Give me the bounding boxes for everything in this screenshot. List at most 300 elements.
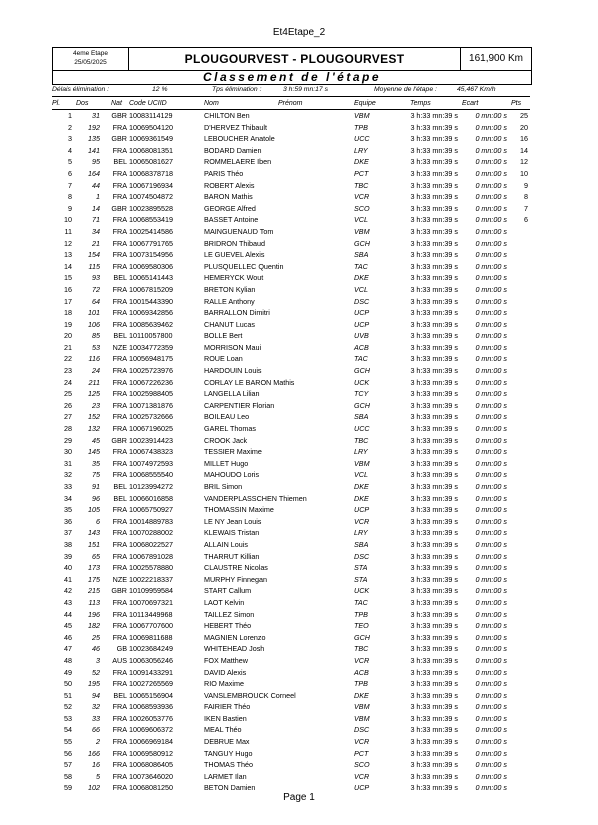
nationality: NZE — [112, 342, 127, 352]
gap: 0 mn:00 s — [475, 783, 507, 793]
rank: 42 — [64, 586, 72, 596]
nationality: FRA — [112, 563, 127, 573]
team-code: SBA — [354, 250, 369, 260]
points: 9 — [524, 180, 528, 190]
table-row — [0, 156, 598, 168]
gap: 0 mn:00 s — [475, 377, 507, 387]
rider-name: RALLE Anthony — [204, 296, 255, 306]
team-code: TAC — [354, 261, 368, 271]
rider-name: ROUE Loan — [204, 354, 243, 364]
points: 14 — [520, 145, 528, 155]
uci-id: 10074504872 — [129, 192, 173, 202]
time: 3 h:33 mn:39 s — [410, 586, 458, 596]
table-row — [0, 609, 598, 621]
rank: 32 — [64, 470, 72, 480]
time: 3 h:33 mn:39 s — [410, 180, 458, 190]
nationality: BEL — [113, 493, 127, 503]
nationality: FRA — [112, 679, 127, 689]
uci-id: 10067196934 — [129, 180, 173, 190]
team-code: GCH — [354, 400, 370, 410]
gap: 0 mn:00 s — [475, 655, 507, 665]
uci-id: 10073154956 — [129, 250, 173, 260]
gap: 0 mn:00 s — [475, 563, 507, 573]
time: 3 h:33 mn:39 s — [410, 250, 458, 260]
time: 3 h:33 mn:39 s — [410, 470, 458, 480]
gap: 0 mn:00 s — [475, 168, 507, 178]
gap: 0 mn:00 s — [475, 458, 507, 468]
time: 3 h:33 mn:39 s — [410, 783, 458, 793]
rank: 11 — [64, 226, 72, 236]
team-code: SBA — [354, 412, 369, 422]
bib: 151 — [88, 539, 100, 549]
gap: 0 mn:00 s — [475, 284, 507, 294]
table-row — [0, 481, 598, 493]
gap: 0 mn:00 s — [475, 192, 507, 202]
time: 3 h:33 mn:39 s — [410, 597, 458, 607]
rank: 17 — [64, 296, 72, 306]
time: 3 h:33 mn:39 s — [410, 331, 458, 341]
table-row — [0, 551, 598, 563]
uci-id: 10027265569 — [129, 679, 173, 689]
rank: 7 — [68, 180, 72, 190]
team-code: TBC — [354, 435, 369, 445]
table-row — [0, 168, 598, 180]
bib: 192 — [88, 122, 100, 132]
nationality: BEL — [113, 482, 127, 491]
uci-id: 10063056246 — [129, 655, 173, 665]
table-row — [0, 655, 598, 667]
col-temps: Temps — [410, 100, 431, 107]
delay-value: 12 % — [152, 86, 168, 93]
rider-name: THOMASSIN Maxime — [204, 505, 274, 515]
nationality: FRA — [112, 192, 127, 202]
team-code: VCL — [354, 215, 368, 225]
bib: 25 — [92, 632, 100, 642]
points: 16 — [520, 134, 528, 144]
bib: 53 — [92, 342, 100, 352]
time: 3 h:33 mn:39 s — [410, 134, 458, 144]
gap: 0 mn:00 s — [475, 180, 507, 190]
team-code: DSC — [354, 551, 370, 561]
results-table — [0, 110, 598, 794]
team-code: LRY — [354, 145, 368, 155]
rank: 30 — [64, 447, 72, 457]
time: 3 h:33 mn:39 s — [410, 203, 458, 213]
table-row — [0, 713, 598, 725]
bib: 94 — [92, 690, 100, 700]
rider-name: CROOK Jack — [204, 435, 248, 445]
points: 20 — [520, 122, 528, 132]
stage-parameters — [52, 85, 530, 95]
bib: 195 — [88, 679, 100, 689]
bib: 96 — [92, 493, 100, 503]
uci-id: 10023914423 — [129, 435, 173, 445]
uci-id: 10066969184 — [129, 737, 173, 747]
gap: 0 mn:00 s — [475, 632, 507, 642]
rank: 47 — [64, 644, 72, 654]
rank: 54 — [64, 725, 72, 735]
team-code: VCL — [354, 470, 368, 480]
bib: 166 — [88, 748, 100, 758]
uci-id: 10065141443 — [129, 273, 173, 283]
rank: 45 — [64, 621, 72, 631]
rider-name: BASSET Antoine — [204, 215, 259, 225]
rider-name: MAINGUENAUD Tom — [204, 226, 274, 236]
nationality: GBR — [111, 111, 127, 120]
col-pl: Pl. — [52, 100, 61, 107]
rank: 58 — [64, 771, 72, 781]
team-code: UCP — [354, 319, 370, 329]
uci-id: 10069361549 — [129, 134, 173, 144]
nationality: FRA — [112, 771, 127, 781]
rider-name: HARDOUIN Louis — [204, 366, 262, 376]
time: 3 h:33 mn:39 s — [410, 157, 458, 167]
nationality: FRA — [112, 447, 127, 457]
time: 3 h:33 mn:39 s — [410, 679, 458, 689]
rider-name: MILLET Hugo — [204, 458, 249, 468]
table-row — [0, 296, 598, 308]
bib: 101 — [88, 308, 100, 318]
rider-name: START Callum — [204, 586, 252, 596]
rider-name: KLEWAIS Tristan — [204, 528, 260, 538]
table-row — [0, 353, 598, 365]
time: 3 h:33 mn:39 s — [410, 737, 458, 747]
rank: 26 — [64, 400, 72, 410]
bib: 173 — [88, 563, 100, 573]
table-row — [0, 539, 598, 551]
rider-name: TANGUY Hugo — [204, 748, 253, 758]
team-code: ACB — [354, 667, 369, 677]
bib: 24 — [92, 366, 100, 376]
uci-id: 10065081627 — [129, 157, 173, 167]
team-code: UVB — [354, 331, 369, 341]
time: 3 h:33 mn:39 s — [410, 261, 458, 271]
nationality: FRA — [112, 748, 127, 758]
rider-name: HEBERT Théo — [204, 621, 252, 631]
uci-id: 10015443390 — [129, 296, 173, 306]
rider-name: VANDERPLASSCHEN Thiemen — [204, 493, 307, 503]
uci-id: 10069811688 — [129, 632, 173, 642]
time: 3 h:33 mn:39 s — [410, 215, 458, 225]
nationality: GB — [116, 644, 127, 654]
time: 3 h:33 mn:39 s — [410, 284, 458, 294]
time: 3 h:33 mn:39 s — [410, 493, 458, 503]
uci-id: 10025732666 — [129, 412, 173, 422]
nationality: BEL — [113, 690, 127, 700]
rider-name: CHILTON Ben — [204, 111, 250, 120]
nationality: GBR — [111, 586, 127, 596]
nationality: FRA — [112, 702, 127, 712]
bib: 35 — [92, 458, 100, 468]
table-row — [0, 261, 598, 273]
uci-id: 10026053776 — [129, 713, 173, 723]
rank: 19 — [64, 319, 72, 329]
table-row — [0, 493, 598, 505]
header-divider — [52, 96, 530, 97]
table-row — [0, 180, 598, 192]
rider-name: D'HERVEZ Thibault — [204, 122, 268, 132]
classement-title: Classement de l'étape — [52, 70, 532, 85]
table-row — [0, 365, 598, 377]
rider-name: ROMMELAERE Iben — [204, 157, 272, 167]
table-row — [0, 562, 598, 574]
table-row — [0, 330, 598, 342]
table-row — [0, 400, 598, 412]
col-uci: Code UCIID — [129, 100, 167, 107]
team-code: UCK — [354, 377, 370, 387]
table-row — [0, 643, 598, 655]
uci-id: 10056948175 — [129, 354, 173, 364]
col-nat: Nat — [111, 100, 122, 107]
team-code: VCL — [354, 284, 368, 294]
nationality: FRA — [112, 737, 127, 747]
rider-name: LARMET Ilan — [204, 771, 247, 781]
gap: 0 mn:00 s — [475, 273, 507, 283]
team-code: TPB — [354, 679, 368, 689]
table-row — [0, 272, 598, 284]
rider-name: LANGELLA Lilian — [204, 389, 260, 399]
rank: 50 — [64, 679, 72, 689]
uci-id: 10067438323 — [129, 447, 173, 457]
nationality: FRA — [112, 250, 127, 260]
nationality: FRA — [112, 725, 127, 735]
nationality: FRA — [112, 713, 127, 723]
rank: 48 — [64, 655, 72, 665]
nationality: FRA — [112, 424, 127, 434]
rider-name: GEORGE Alfred — [204, 203, 256, 213]
team-code: DSC — [354, 725, 370, 735]
table-row — [0, 620, 598, 632]
gap: 0 mn:00 s — [475, 319, 507, 329]
team-code: PCT — [354, 168, 369, 178]
bib: 116 — [88, 354, 100, 364]
gap: 0 mn:00 s — [475, 342, 507, 352]
bib: 105 — [88, 505, 100, 515]
nationality: GBR — [111, 134, 127, 144]
uci-id: 10022218337 — [129, 574, 173, 584]
team-code: DKE — [354, 482, 369, 491]
bib: 1 — [96, 192, 100, 202]
uci-id: 10067891028 — [129, 551, 173, 561]
nationality: FRA — [112, 319, 127, 329]
bib: 71 — [92, 215, 100, 225]
time: 3 h:33 mn:39 s — [410, 574, 458, 584]
gap: 0 mn:00 s — [475, 215, 507, 225]
document-title: Et4Etape_2 — [272, 27, 326, 38]
rank: 3 — [68, 134, 72, 144]
nationality: FRA — [112, 551, 127, 561]
gap: 0 mn:00 s — [475, 145, 507, 155]
bib: 2 — [96, 737, 100, 747]
bib: 44 — [92, 180, 100, 190]
uci-id: 10025578880 — [129, 563, 173, 573]
team-code: TBC — [354, 644, 369, 654]
team-code: VBM — [354, 111, 370, 120]
nationality: FRA — [112, 308, 127, 318]
gap: 0 mn:00 s — [475, 713, 507, 723]
bib: 132 — [88, 424, 100, 434]
uci-id: 10067196025 — [129, 424, 173, 434]
team-code: STA — [354, 563, 368, 573]
bib: 33 — [92, 713, 100, 723]
bib: 16 — [92, 760, 100, 770]
gap: 0 mn:00 s — [475, 702, 507, 712]
time: 3 h:33 mn:39 s — [410, 296, 458, 306]
rider-name: TAILLEZ Simon — [204, 609, 255, 619]
gap: 0 mn:00 s — [475, 238, 507, 248]
nationality: FRA — [112, 377, 127, 387]
points: 25 — [520, 111, 528, 120]
time: 3 h:33 mn:39 s — [410, 389, 458, 399]
points: 10 — [520, 168, 528, 178]
gap: 0 mn:00 s — [475, 470, 507, 480]
gap: 0 mn:00 s — [475, 528, 507, 538]
table-row — [0, 238, 598, 250]
gap: 0 mn:00 s — [475, 771, 507, 781]
points: 7 — [524, 203, 528, 213]
bib: 72 — [92, 284, 100, 294]
team-code: DSC — [354, 296, 370, 306]
stage-info — [53, 48, 129, 70]
bib: 75 — [92, 470, 100, 480]
rank: 52 — [64, 702, 72, 712]
rider-name: CLAUSTRE Nicolas — [204, 563, 268, 573]
rank: 37 — [64, 528, 72, 538]
rider-name: BRETON Kylian — [204, 284, 256, 294]
rider-name: DEBRUE Max — [204, 737, 250, 747]
time: 3 h:33 mn:39 s — [410, 771, 458, 781]
rank: 41 — [64, 574, 72, 584]
rank: 46 — [64, 632, 72, 642]
rider-name: BRIDRON Thibaud — [204, 238, 265, 248]
table-row — [0, 597, 598, 609]
nationality: FRA — [112, 609, 127, 619]
uci-id: 10068378718 — [129, 168, 173, 178]
table-row — [0, 435, 598, 447]
team-code: UCP — [354, 308, 370, 318]
nationality: BEL — [113, 331, 127, 341]
time: 3 h:33 mn:39 s — [410, 111, 458, 120]
bib: 196 — [88, 609, 100, 619]
table-row — [0, 423, 598, 435]
team-code: VBM — [354, 702, 370, 712]
nationality: FRA — [112, 296, 127, 306]
bib: 152 — [88, 412, 100, 422]
uci-id: 10070697321 — [129, 597, 173, 607]
bib: 85 — [92, 331, 100, 341]
rider-name: WHITEHEAD Josh — [204, 644, 265, 654]
time: 3 h:33 mn:39 s — [410, 319, 458, 329]
rider-name: BRIL Simon — [204, 482, 243, 491]
nationality: BEL — [113, 273, 127, 283]
uci-id: 10085639462 — [129, 319, 173, 329]
gap: 0 mn:00 s — [475, 725, 507, 735]
uci-id: 10068081250 — [129, 783, 173, 793]
uci-id: 10069580912 — [129, 748, 173, 758]
uci-id: 10065156904 — [129, 690, 173, 700]
uci-id: 10073646020 — [129, 771, 173, 781]
rank: 53 — [64, 713, 72, 723]
table-row — [0, 527, 598, 539]
uci-id: 10066016858 — [129, 493, 173, 503]
gap: 0 mn:00 s — [475, 250, 507, 260]
time: 3 h:33 mn:39 s — [410, 505, 458, 515]
time: 3 h:33 mn:39 s — [410, 725, 458, 735]
bib: 106 — [88, 319, 100, 329]
table-row — [0, 122, 598, 134]
page-number: Page 1 — [283, 792, 315, 803]
rank: 8 — [68, 192, 72, 202]
uci-id: 10067791765 — [129, 238, 173, 248]
uci-id: 10109959584 — [129, 586, 173, 596]
team-code: STA — [354, 574, 368, 584]
team-code: UCC — [354, 424, 370, 434]
gap: 0 mn:00 s — [475, 539, 507, 549]
elim-label: Tps élimination : — [212, 86, 262, 93]
gap: 0 mn:00 s — [475, 122, 507, 132]
gap: 0 mn:00 s — [475, 679, 507, 689]
nationality: AUS — [112, 655, 127, 665]
bib: 66 — [92, 725, 100, 735]
rider-name: MAGNIEN Lorenzo — [204, 632, 266, 642]
uci-id: 10068593936 — [129, 702, 173, 712]
uci-id: 10065750927 — [129, 505, 173, 515]
table-row — [0, 458, 598, 470]
time: 3 h:33 mn:39 s — [410, 621, 458, 631]
rank: 34 — [64, 493, 72, 503]
gap: 0 mn:00 s — [475, 389, 507, 399]
nationality: FRA — [112, 621, 127, 631]
time: 3 h:33 mn:39 s — [410, 644, 458, 654]
gap: 0 mn:00 s — [475, 609, 507, 619]
rank: 43 — [64, 597, 72, 607]
bib: 145 — [88, 447, 100, 457]
rank: 16 — [64, 284, 72, 294]
rank: 40 — [64, 563, 72, 573]
rider-name: LE GUEVEL Alexis — [204, 250, 265, 260]
bib: 125 — [88, 389, 100, 399]
nationality: NZE — [112, 574, 127, 584]
rank: 27 — [64, 412, 72, 422]
nationality: GBR — [111, 203, 127, 213]
elim-value: 3 h:59 mn:17 s — [283, 86, 328, 93]
gap: 0 mn:00 s — [475, 574, 507, 584]
time: 3 h:33 mn:39 s — [410, 273, 458, 283]
rank: 49 — [64, 667, 72, 677]
team-code: SCO — [354, 203, 370, 213]
time: 3 h:33 mn:39 s — [410, 516, 458, 526]
uci-id: 10069580306 — [129, 261, 173, 271]
rank: 12 — [64, 238, 72, 248]
nationality: FRA — [112, 400, 127, 410]
rider-name: MURPHY Finnegan — [204, 574, 267, 584]
table-row — [0, 585, 598, 597]
gap: 0 mn:00 s — [475, 261, 507, 271]
race-name: PLOUGOURVEST - PLOUGOURVEST — [184, 52, 405, 66]
bib: 135 — [88, 134, 100, 144]
nationality: FRA — [112, 226, 127, 236]
table-row — [0, 678, 598, 690]
table-row — [0, 411, 598, 423]
gap: 0 mn:00 s — [475, 226, 507, 236]
nationality: FRA — [112, 528, 127, 538]
gap: 0 mn:00 s — [475, 203, 507, 213]
team-code: UCP — [354, 505, 370, 515]
rank: 56 — [64, 748, 72, 758]
avg-value: 45,467 Km/h — [457, 86, 496, 93]
uci-id: 10123994272 — [129, 482, 173, 491]
rider-name: DAVID Alexis — [204, 667, 247, 677]
